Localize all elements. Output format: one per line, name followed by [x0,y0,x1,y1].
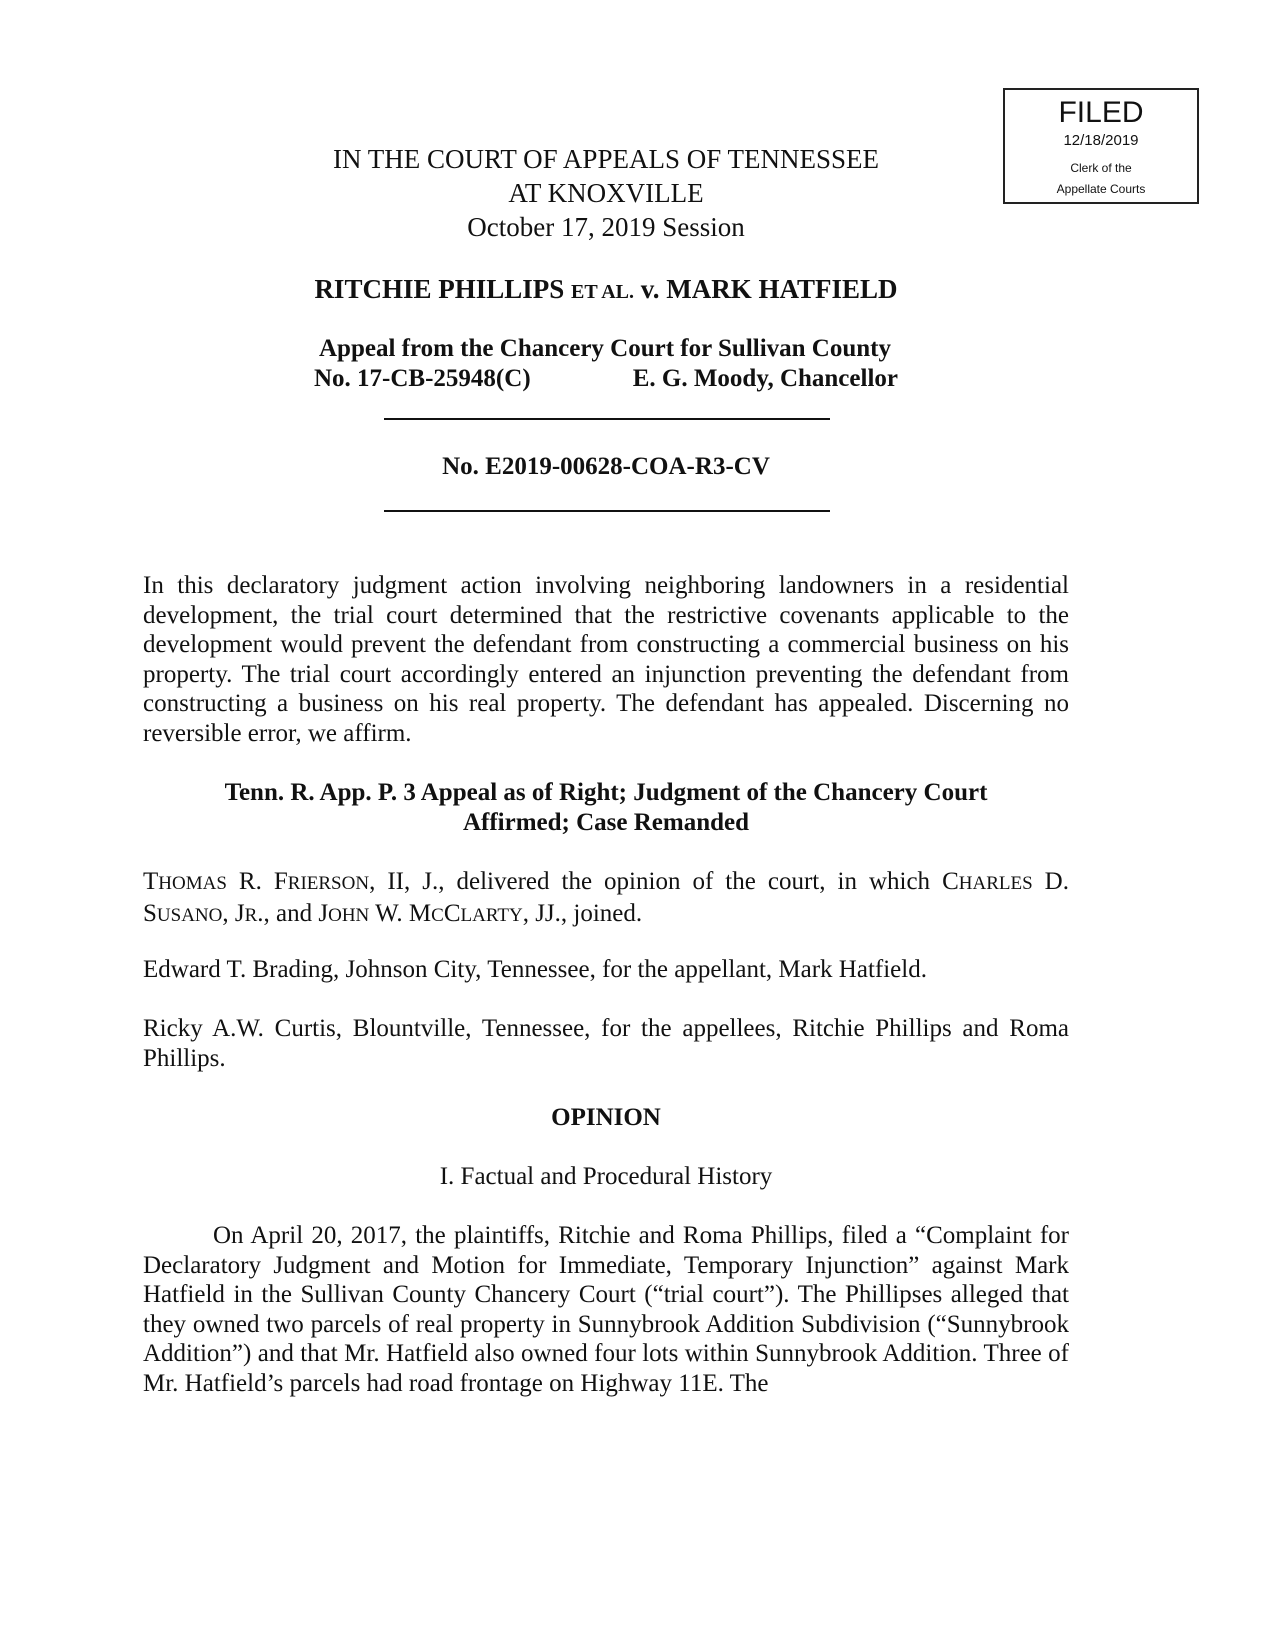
section-heading: I. Factual and Procedural History [439,1163,773,1190]
author-text: RIERSON [287,873,370,894]
court-name: IN THE COURT OF APPEALS OF TENNESSEE [333,144,879,174]
author-text: LARTY [460,904,523,926]
disposition [150,778,1062,838]
court-header [250,142,962,244]
author-text: HOMAS [158,873,227,894]
author-text: USANO [156,904,223,926]
case-title [250,272,962,309]
author-text: C [443,899,461,927]
appellant-counsel: Edward T. Brading, Johnson City, Tennessee, for the appellant, Mark Hatfield. [143,956,927,983]
author-text: C [431,904,444,926]
author-text: OHN [328,904,370,926]
appeal-info [300,334,910,394]
appellees-counsel: Ricky A.W. Curtis, Blountville, Tennessee, for the appellees, Ritchie Phillips and Roma Phillips. [143,1015,1069,1072]
opinion-heading: OPINION [551,1104,661,1131]
divider-rule [384,510,830,512]
author-text: D. S [143,868,1069,927]
plaintiff-name: RITCHIE PHILLIPS [314,274,565,304]
summary-paragraph: In this declaratory judgment action involving neighboring landowners in a residential development, the trial court determined that the restrictive covenants applicable to the development would prevent the defendant from constructing a commercial business on his property. The trial court accordingly entered an injunction preventing the defendant from constructing a business on his real property. The defendant has appealed. Discerning no reversible error, we affirm. [143,572,1069,747]
author-text: HARLES [958,873,1033,894]
court-location: AT KNOXVILLE [508,178,704,208]
author-text: R [244,904,258,926]
disposition-line: Affirmed; Case Remanded [462,809,750,836]
author-text: R. F [226,868,288,895]
opening-paragraph: On April 20, 2017, the plaintiffs, Ritchie and Roma Phillips, filed a “Complaint for Declaratory Judgment and Motion for Immediate, Temporary Injunction” against Mark Hatfield in the Sullivan County Chancery Court (“trial court”). The Phillipses alleged that they owned two parcels of real property in Sunnybrook Addition Subdivision (“Sunnybrook Addition”) and that Mr. Hatfield also owned four lots within Sunnybrook Addition. Three of Mr. Hatfield’s parcels had road frontage on Highway 11E. The [143,1222,1069,1397]
author-text: , II, J., delivered the opinion of the court, in which C [369,868,959,895]
stamp-title: FILED [1058,96,1144,129]
divider-rule [384,418,830,420]
defendant-name: MARK HATFIELD [666,274,898,304]
authorship-paragraph [143,867,1069,930]
chancellor: E. G. Moody, Chancellor [632,365,898,392]
author-text: W. M [369,899,432,927]
court-session: October 17, 2019 Session [467,212,745,242]
author-text: ., and J [257,899,329,927]
author-text: T [143,868,159,895]
et-al: ET AL. [571,281,635,303]
appeal-from: Appeal from the Chancery Court for Sullivan County [318,335,891,362]
appeal-row [300,364,910,394]
versus: v. [640,274,660,304]
case-number: No. E2019-00628-COA-R3-CV [442,453,770,480]
stamp-date: 12/18/2019 [1063,132,1139,149]
author-text: , JJ., joined. [522,899,643,927]
stamp-courts-line: Appellate Courts [1056,182,1146,196]
disposition-line: Tenn. R. App. P. 3 Appeal as of Right; Judgment of the Chancery Court [224,779,988,806]
author-text: , J [222,899,245,927]
filed-stamp [1003,88,1199,204]
stamp-clerk-line: Clerk of the [1070,161,1132,175]
trial-case-number: No. 17-CB-25948(C) [314,365,531,392]
